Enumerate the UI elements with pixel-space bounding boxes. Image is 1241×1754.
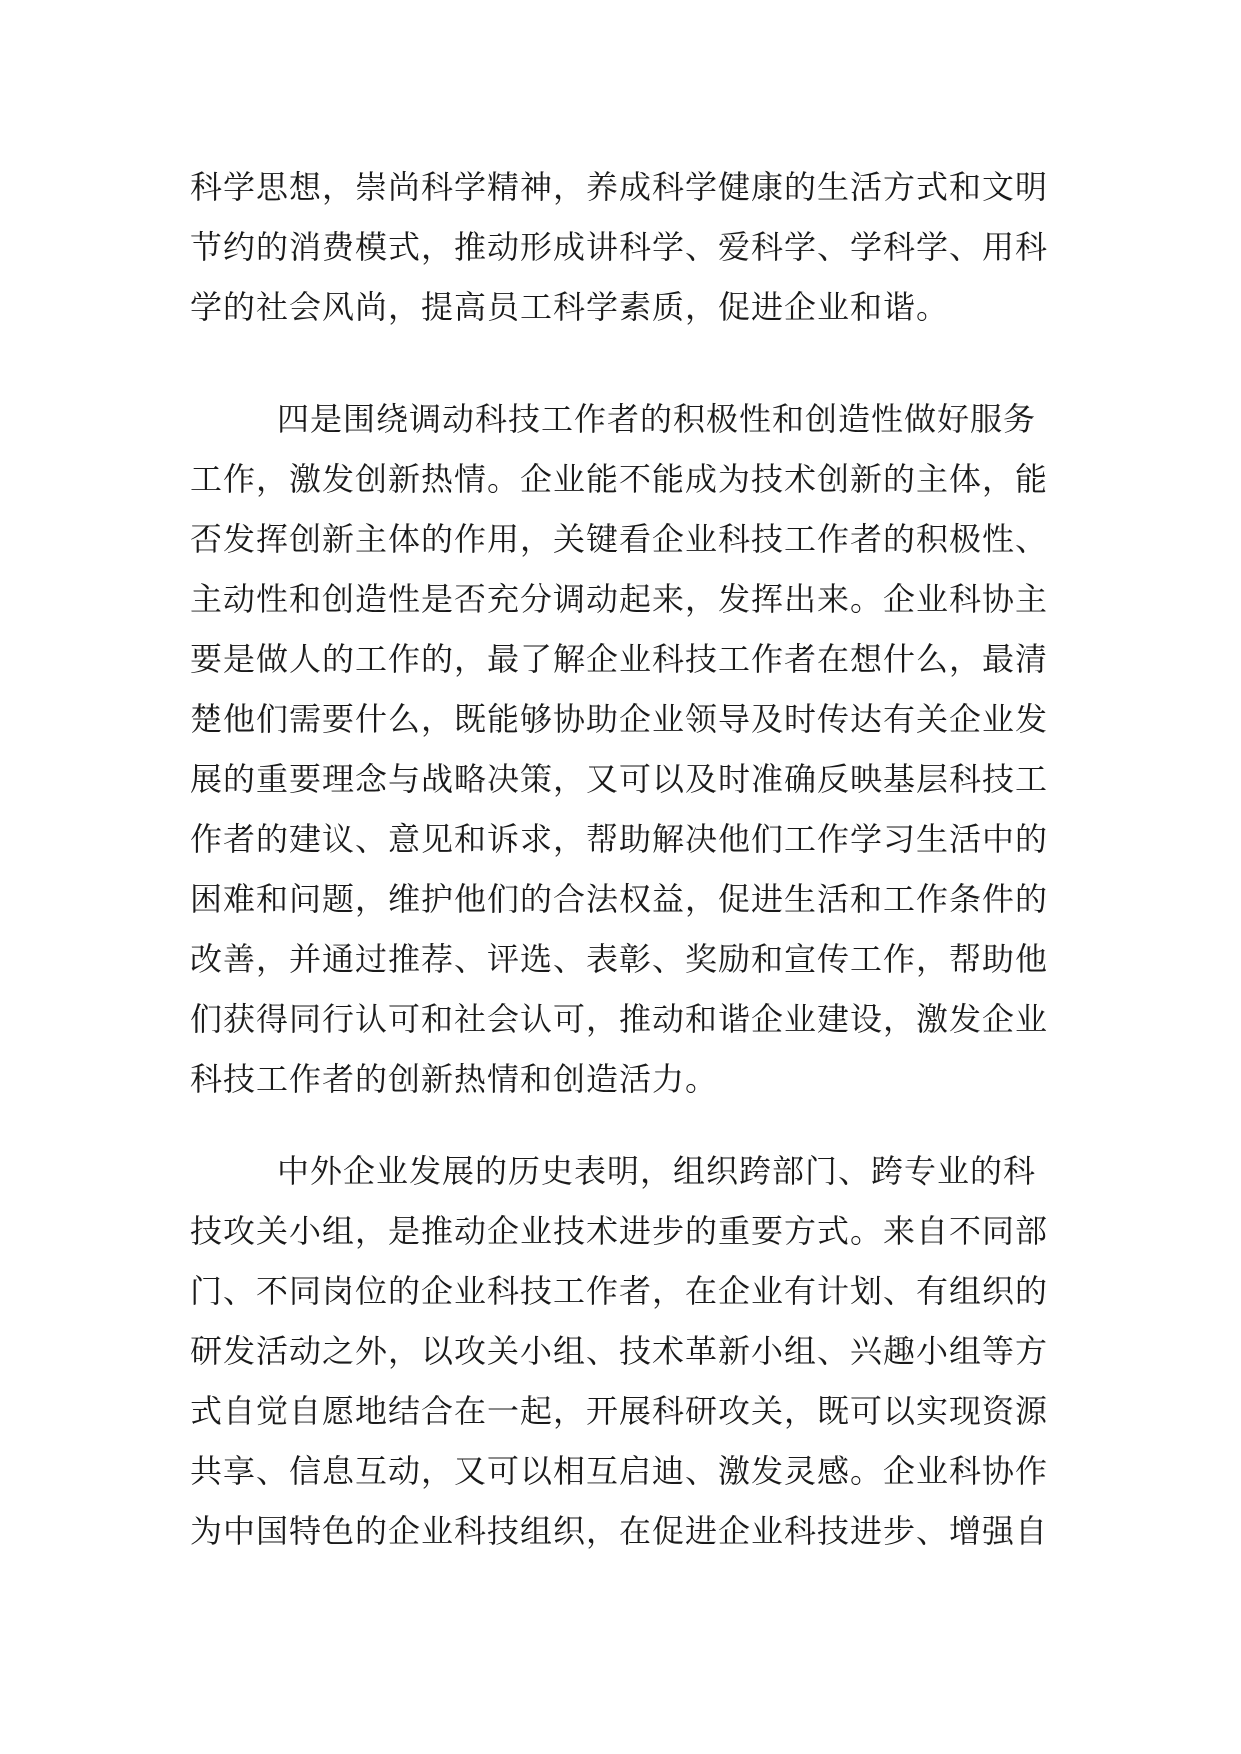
text-line: 楚他们需要什么，既能够协助企业领导及时传达有关企业发 xyxy=(190,700,1049,738)
text-line: 门、不同岗位的企业科技工作者，在企业有计划、有组织的 xyxy=(190,1272,1049,1310)
text-line: 工作，激发创新热情。企业能不能成为技术创新的主体，能 xyxy=(190,460,1049,498)
text-line: 共享、信息互动，又可以相互启迪、激发灵感。企业科协作 xyxy=(190,1452,1049,1490)
text-line: 技攻关小组，是推动企业技术进步的重要方式。来自不同部 xyxy=(190,1212,1049,1250)
text-line-first: 四是围绕调动科技工作者的积极性和创造性做好服务 xyxy=(277,400,1037,438)
text-line: 困难和问题，维护他们的合法权益，促进生活和工作条件的 xyxy=(190,880,1049,918)
text-line: 科学思想，崇尚科学精神，养成科学健康的生活方式和文明 xyxy=(190,168,1049,206)
text-line: 们获得同行认可和社会认可，推动和谐企业建设，激发企业 xyxy=(190,1000,1049,1038)
text-line: 作者的建议、意见和诉求，帮助解决他们工作学习生活中的 xyxy=(190,820,1049,858)
text-line: 否发挥创新主体的作用，关键看企业科技工作者的积极性、 xyxy=(190,520,1049,558)
text-line: 学的社会风尚，提高员工科学素质，促进企业和谐。 xyxy=(190,288,950,326)
text-line: 改善，并通过推荐、评选、表彰、奖励和宣传工作，帮助他 xyxy=(190,940,1049,978)
text-line: 要是做人的工作的，最了解企业科技工作者在想什么，最清 xyxy=(190,640,1049,678)
text-line: 研发活动之外，以攻关小组、技术革新小组、兴趣小组等方 xyxy=(190,1332,1049,1370)
text-line: 为中国特色的企业科技组织，在促进企业科技进步、增强自 xyxy=(190,1512,1049,1550)
text-line-first: 中外企业发展的历史表明，组织跨部门、跨专业的科 xyxy=(277,1152,1037,1190)
text-line: 科技工作者的创新热情和创造活力。 xyxy=(190,1060,719,1098)
paragraph-point-four xyxy=(190,389,1060,1109)
text-line: 式自觉自愿地结合在一起，开展科研攻关，既可以实现资源 xyxy=(190,1392,1049,1430)
text-line: 展的重要理念与战略决策，又可以及时准确反映基层科技工 xyxy=(190,760,1049,798)
paragraph-continuation xyxy=(190,157,1060,337)
text-line: 节约的消费模式，推动形成讲科学、爱科学、学科学、用科 xyxy=(190,228,1049,266)
paragraph-history xyxy=(190,1141,1060,1561)
text-line: 主动性和创造性是否充分调动起来，发挥出来。企业科协主 xyxy=(190,580,1049,618)
